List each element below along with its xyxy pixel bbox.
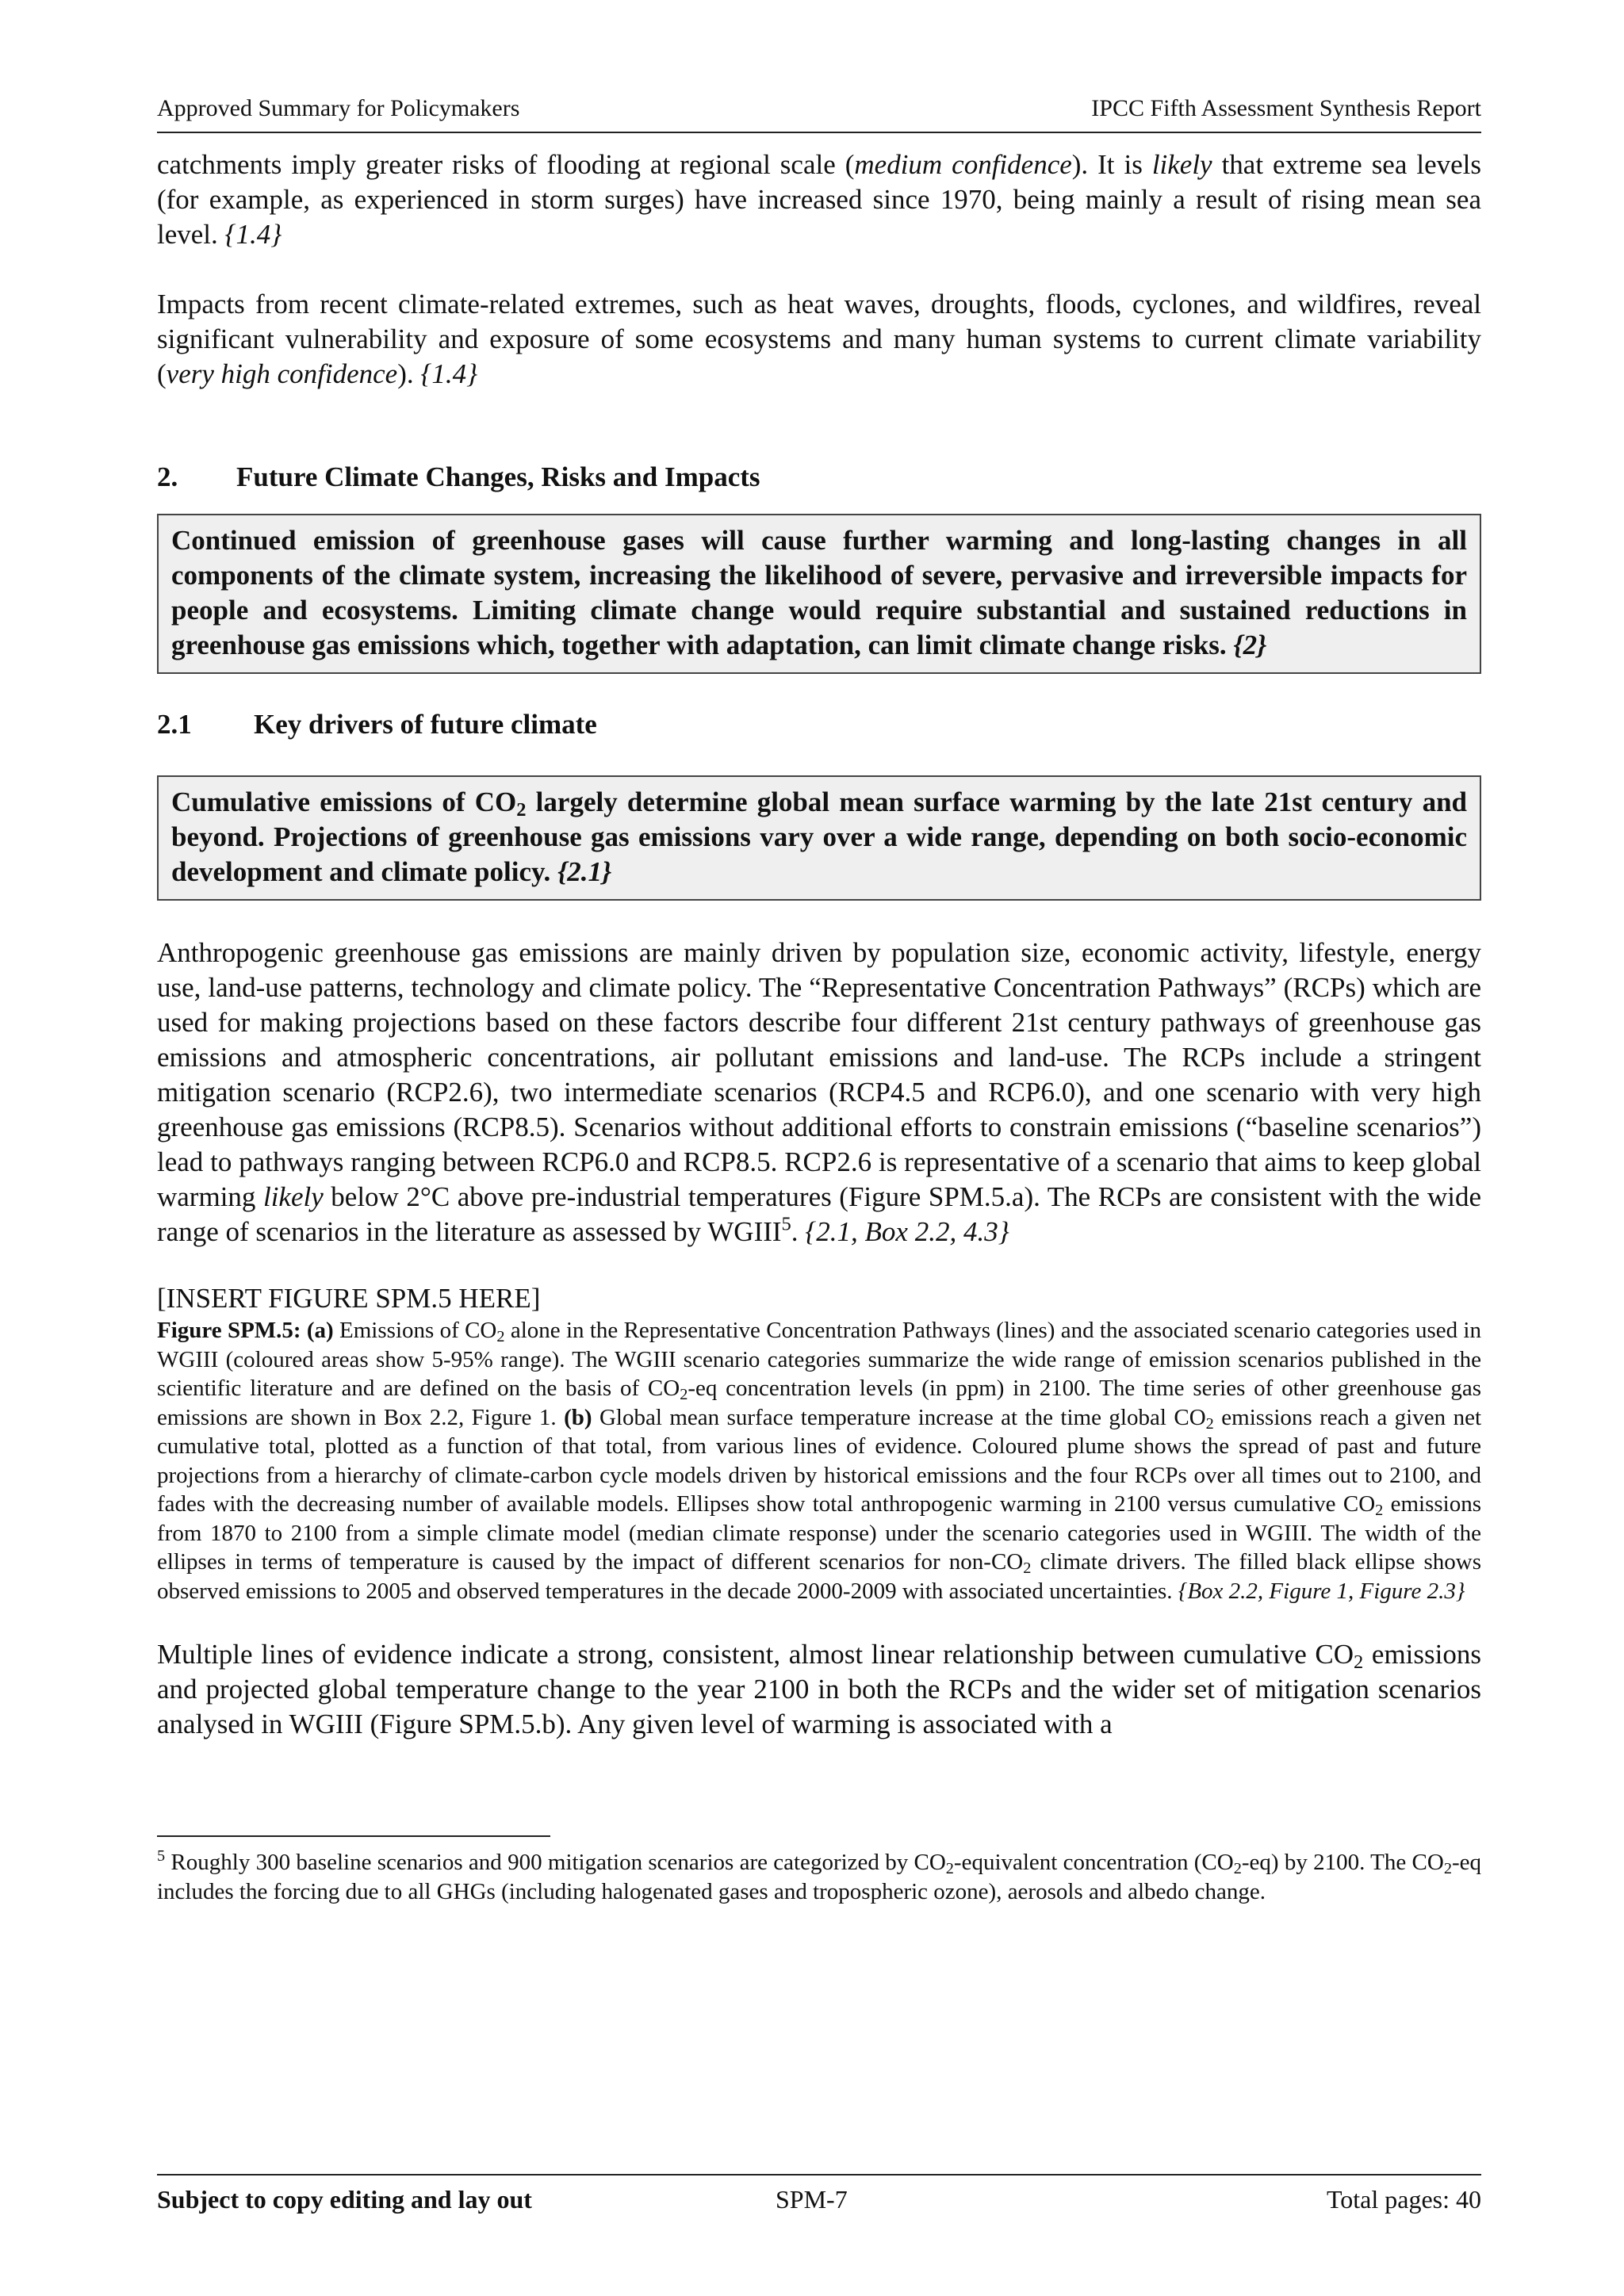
paragraph-cumulative-co2: Multiple lines of evidence indicate a strong, consistent, almost linear relationship between cumulative $CO_2$ emissions and projected global temperature change to the year 2100 in both the RCPs and the wider set of mitigation scenarios analysed in WGIII (Figure SPM.5.b). Any given level of warming is associated with a [157,1639,1481,1739]
footer-left: Subject to copy editing and lay out [157,2185,532,2214]
header-right: IPCC Fifth Assessment Synthesis Report [1091,95,1481,121]
paragraph-rcps: Anthropogenic greenhouse gas emissions are mainly driven by population size, economic activity, lifestyle, energy use, land-use patterns, technology and climate policy. The “Representative Concentration Pathways” (RCPs) which are used for making projections based on these factors describe four different 21st century pathways of greenhouse gas emissions and atmospheric concentrations, air pollutant emissions and land-use. The RCPs include a stringent mitigation scenario (RCP2.6), two intermediate scenarios (RCP4.5 and RCP6.0), and one scenario with very high greenhouse gas emissions (RCP8.5). Scenarios without additional efforts to constrain emissions (“baseline scenarios”) lead to pathways ranging between RCP6.0 and RCP8.5. RCP2.6 is representative of a scenario that aims to keep global warming likely below 2°C above pre-industrial temperatures (Figure SPM.5.a). The RCPs are consistent with the wide range of scenarios in the literature as assessed by WGIII$^5$. {2.1, Box 2.2, 4.3} [157,937,1481,1247]
footer-right: Total pages: 40 [1326,2185,1481,2214]
section-heading-2: 2. Future Climate Changes, Risks and Impacts [157,461,760,492]
paragraph-flooding: catchments imply greater risks of flooding at regional scale (medium confidence). It is likely that extreme sea levels (for example, as experienced in storm surges) have increased since 1970, being mainly a result of rising mean sea level. {1.4} [157,149,1481,250]
summary-box-section-2-1: Cumulative emissions of $CO_2$ largely determine global mean surface warming by the late 21st century and beyond. Projections of greenhouse gas emissions vary over a wide range, depending on both socio-economic development and climate policy. {2.1} [157,775,1481,901]
section-heading-2-1: 2.1 Key drivers of future climate [157,709,597,740]
document-page [157,94,1481,1907]
footnote-5: $^5$ Roughly 300 baseline scenarios and 900 mitigation scenarios are categorized by $CO_2$-equivalent concentration $(CO_2-eq)$ by 2100. The $CO_2-eq$ includes the forcing due to all GHGs (including halogenated gases and tropospheric ozone), aerosols and albedo change. [157,1846,1481,1904]
summary-box-section-2: Continued emission of greenhouse gases will cause further warming and long-lasting changes in all components of the climate system, increasing the likelihood of severe, pervasive and irreversible impacts for people and ecosystems. Limiting climate change would require substantial and sustained reductions in greenhouse gas emissions which, together with adaptation, can limit climate change risks. {2} [157,514,1481,674]
page-number: SPM-7 [776,2185,848,2214]
figure-caption: Figure SPM.5: (a) Emissions of $CO_2$ alone in the Representative Concentration Pathways (lines) and the associated scenario categories used in WGIII (coloured areas show 5-95% range). The WGIII scenario categories summarize the wide range of emission scenarios published in the scientific literature and are defined on the basis of $CO_2-eq$ concentration levels (in ppm) in 2100. The time series of other greenhouse gas emissions are shown in Box 2.2, Figure 1. (b) Global mean surface temperature increase at the time global $CO_2$ emissions reach a given net cumulative total, plotted as a function of that total, from various lines of evidence. Coloured plume shows the spread of past and future projections from a hierarchy of climate-carbon cycle models driven by historical emissions and the four RCPs over all times out to 2100, and fades with the decreasing number of available models. Ellipses show total anthropogenic warming in 2100 versus cumulative $CO_2$ emissions from 1870 to 2100 from a simple climate model (median climate response) under the scenario categories used in WGIII. The width of the ellipses in terms of temperature is caused by the impact of different scenarios for non-$CO_2$ climate drivers. The filled black ellipse shows observed emissions to 2005 and observed temperatures in the decade 2000-2009 with associated uncertainties. {Box 2.2, Figure 1, Figure 2.3} [157,1318,1482,1604]
header-left: Approved Summary for Policymakers [157,95,520,121]
paragraph-impacts: Impacts from recent climate-related extremes, such as heat waves, droughts, floods, cyclones, and wildfires, reveal significant vulnerability and exposure of some ecosystems and many human systems to current climate variability (very high confidence). {1.4} [157,289,1481,389]
figure-placeholder: [INSERT FIGURE SPM.5 HERE] [157,1283,541,1314]
page-footer [157,2174,1481,2215]
page-header [157,94,1481,133]
